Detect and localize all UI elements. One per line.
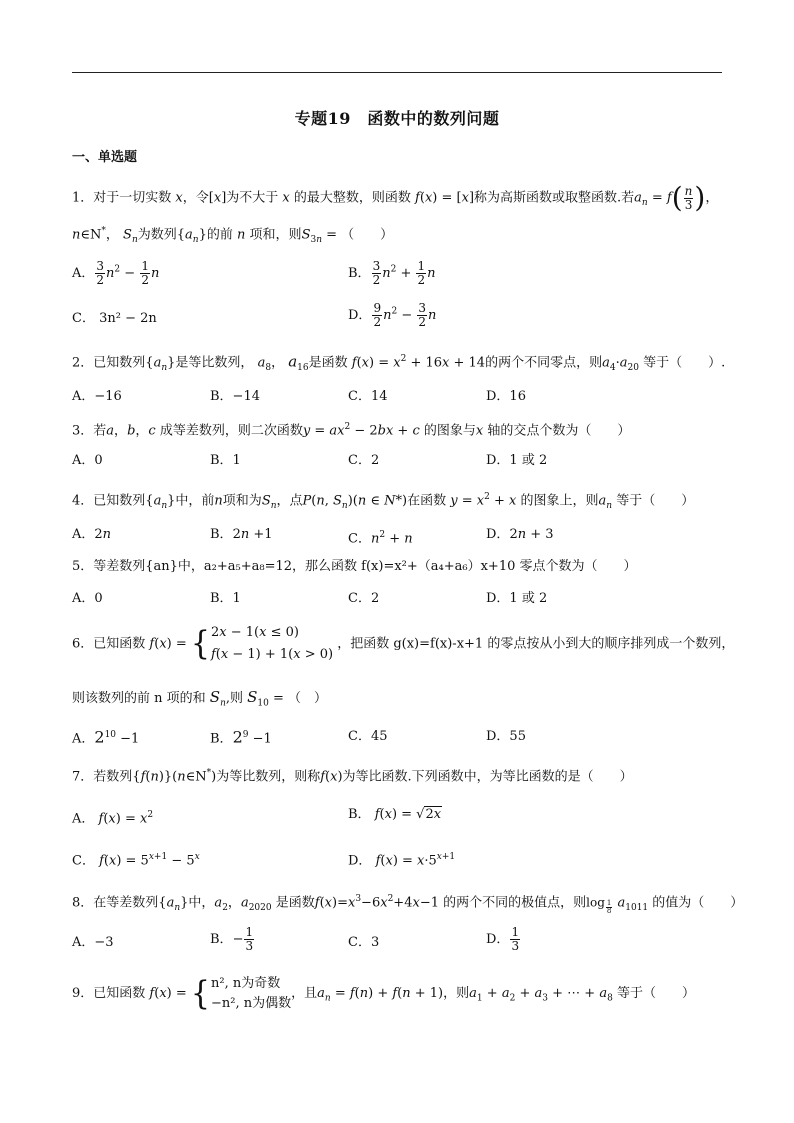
q1-option-a[interactable]: A． $\frac{3}{2}$ $n^2$ − $\frac{1}{2}$ n xyxy=(72,259,160,287)
q4-option-d[interactable]: D．2n + 3 xyxy=(486,527,554,542)
q1-option-d[interactable]: D． $\frac{9}{2}$ $n^2$ − $\frac{3}{2}$ n xyxy=(348,301,437,329)
q5-option-a[interactable]: A．0 xyxy=(72,591,103,606)
q1-option-b[interactable]: B． $\frac{3}{2}$ $n^2$ + $\frac{1}{2}$ n xyxy=(348,259,436,287)
q9-stem: 9．已知函数 f(x) = { n², n为奇数 −n², n为偶数 ，且$a_n = f(n) + f(n + 1)$，则$a_1 + a_2 + a_3$ + ⋯ + $a_8$ 等于（ ） xyxy=(72,973,695,1013)
q1-option-c[interactable]: C． 3n² − 2n xyxy=(72,311,157,326)
q7-option-a[interactable]: A． $f(x) = x^2$ xyxy=(72,810,154,827)
q5-stem: 5．等差数列{an}中，a₂+a₅+a₈=12，那么函数 f(x)=x²+（a₄+a₆）x+10 零点个数为（ ） xyxy=(72,559,637,574)
q7-option-b[interactable]: B． f(x) = √2x xyxy=(348,807,442,822)
q6-option-b[interactable]: B．$2^9 -1$ xyxy=(210,727,272,747)
q3-option-a[interactable]: A．0 xyxy=(72,453,103,468)
page-title: 专题19 函数中的数列问题 xyxy=(294,109,500,128)
q7-stem: 7．若数列{f(n)}(n∈N*)为等比数列，则称f(x)为等比函数.下列函数中，为等比函数的是（ ） xyxy=(72,768,633,785)
q6-option-c[interactable]: C．45 xyxy=(348,729,388,744)
q2-option-d[interactable]: D．16 xyxy=(486,389,526,404)
q2-option-b[interactable]: B．−14 xyxy=(210,389,260,404)
q6-option-d[interactable]: D．55 xyxy=(486,729,526,744)
q2-option-c[interactable]: C．14 xyxy=(348,389,388,404)
q1-stem-line1: 1．对于一切实数 x，令[x]为不大于 x 的最大整数，则函数 f(x) = [x]称为高斯函数或取整函数.若$a_n = f$( $\frac{n}{3}$ )， xyxy=(72,181,719,214)
q4-stem: 4．已知数列$\{a_n\}$中，前n项和为$S_n$，点P(n, $S_n)(n$ ∈ N*)在函数 $y = x^2 + x$ 的图象上，则$a_n$ 等于（ ） xyxy=(72,492,695,511)
q3-stem: 3．若a，b，c 成等差数列，则二次函数$y = ax^2 - 2bx + c$ 的图象与x 轴的交点个数为（ ） xyxy=(72,422,631,439)
q4-option-c[interactable]: C．$n^2 + n$ xyxy=(348,530,413,547)
q4-option-b[interactable]: B．2n +1 xyxy=(210,527,273,542)
q1-option-c-text: 3n² − 2n xyxy=(99,311,157,326)
q8-option-a[interactable]: A．−3 xyxy=(72,935,114,950)
q2-option-a[interactable]: A．−16 xyxy=(72,389,122,404)
q4-option-a[interactable]: A．2n xyxy=(72,527,112,542)
q5-option-c[interactable]: C．2 xyxy=(348,591,380,606)
q6-option-a[interactable]: A．$2^{10} -1$ xyxy=(72,727,140,747)
section-heading: 一、单选题 xyxy=(72,150,138,165)
q2-stem: 2．已知数列$\{a_n\}$是等比数列， $a_8$， $a_{16}$是函数 $f(x) = x^2 + 16x + 14$的两个不同零点，则$a_4\cdot a_{20}$ 等于（ ）. xyxy=(72,352,726,373)
q5-option-d[interactable]: D．1 或 2 xyxy=(486,591,548,606)
q8-stem: 8．在等差数列$\{a_n\}$中，$a_2$，$a_{2020}$ 是函数$f(x)=x^3-6x^2+4x-1$ 的两个不同的极值点，则log $_{\frac{1}{8}}$ $a_{1011}$ 的值为（ ） xyxy=(72,894,744,915)
q8-option-d[interactable]: D． $\frac{1}{3}$ xyxy=(486,925,520,953)
q6-stem-line2: 则该数列的前 n 项的和 $S_n$,则 $S_{10}$ = （ ） xyxy=(72,688,328,709)
q7-option-c[interactable]: C． $f(x) = 5^{x+1} - 5^x$ xyxy=(72,852,200,869)
header-rule xyxy=(72,72,722,73)
q8-option-c[interactable]: C．3 xyxy=(348,935,380,950)
q6-stem-line1: 6．已知函数 f(x) = { 2x − 1(x ≤ 0) f(x − 1) + 1(x > 0) ，把函数 g(x)=f(x)-x+1 的零点按从小到大的顺序排列成一个数列， xyxy=(72,624,735,663)
q5-option-b[interactable]: B．1 xyxy=(210,591,241,606)
q3-option-c[interactable]: C．2 xyxy=(348,453,380,468)
q7-option-d[interactable]: D． $f(x) = x\cdot 5^{x+1}$ xyxy=(348,852,456,869)
q8-option-b[interactable]: B．− $\frac{1}{3}$ xyxy=(210,925,254,953)
q3-option-d[interactable]: D．1 或 2 xyxy=(486,453,548,468)
q3-option-b[interactable]: B．1 xyxy=(210,453,241,468)
q1-stem-line2: n∈N*， $S_n$为数列$\{a_n\}$的前 n 项和，则$S_{3n}$ = （ ） xyxy=(72,226,394,245)
